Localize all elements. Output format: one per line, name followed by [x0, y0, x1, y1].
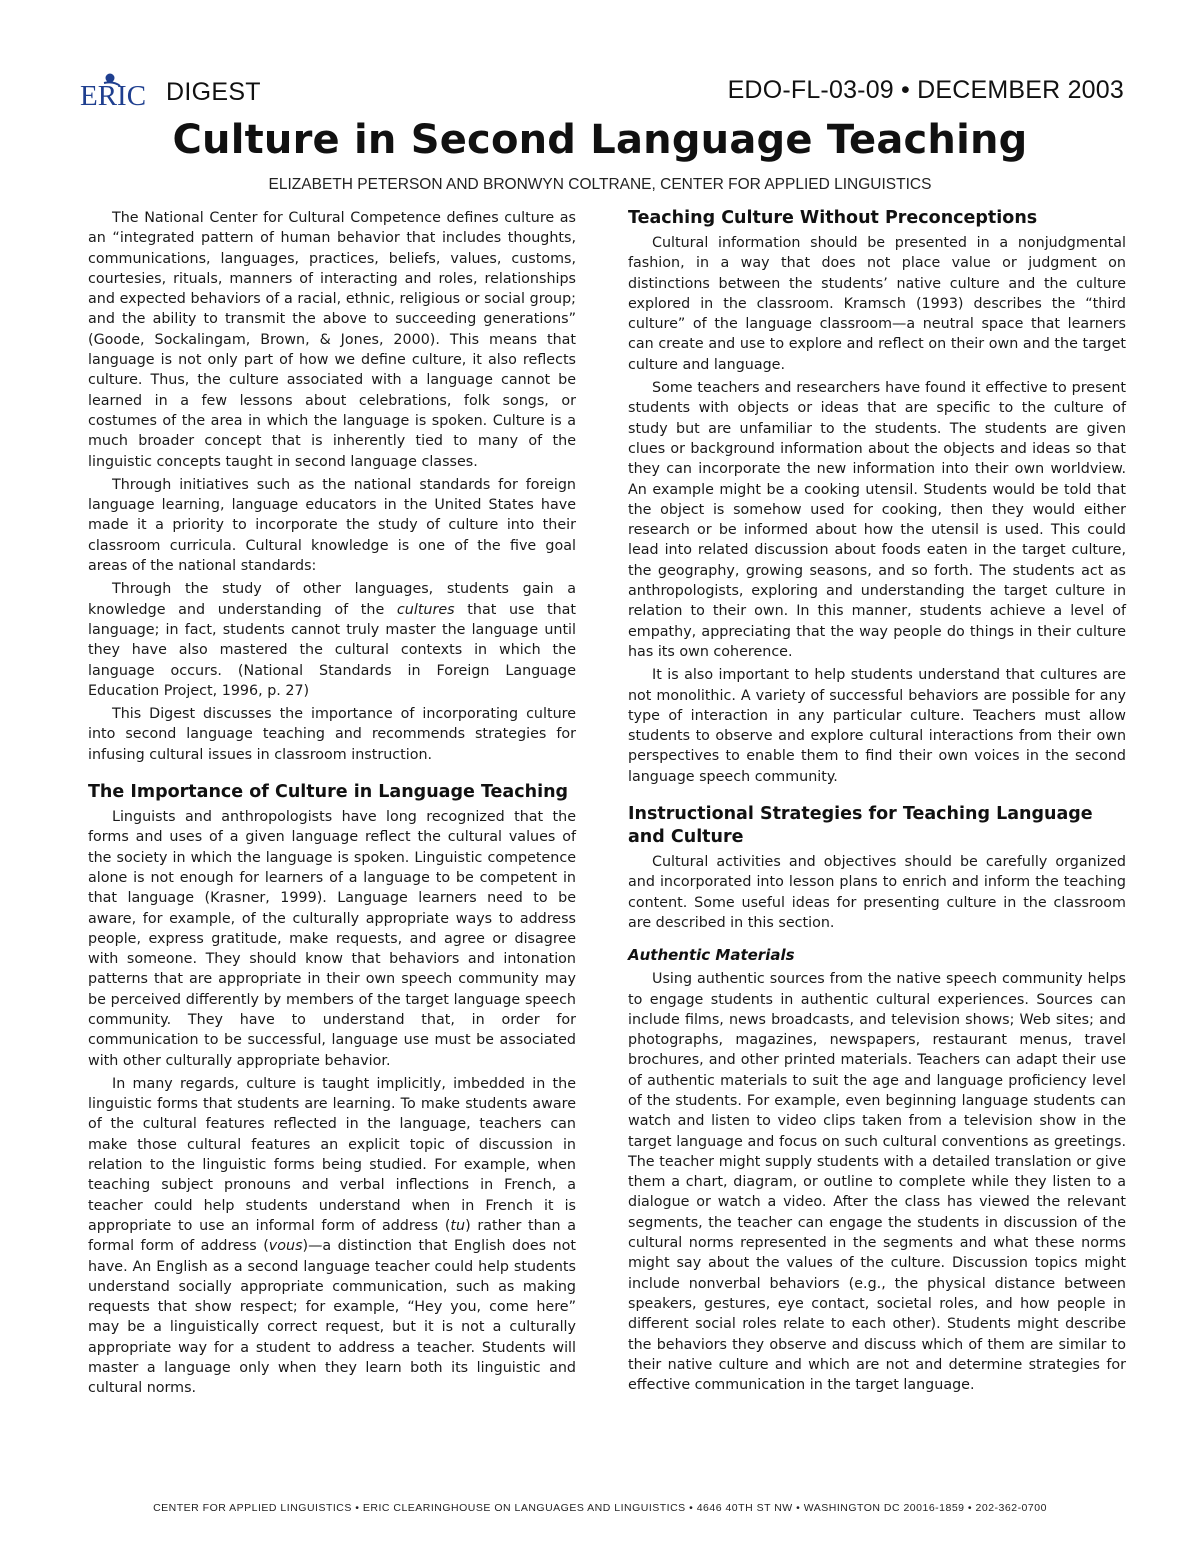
- left-column: [88, 208, 576, 1402]
- authors-line: ELIZABETH PETERSON AND BRONWYN COLTRANE, CENTER FOR APPLIED LINGUISTICS: [268, 176, 932, 193]
- document-id-date: EDO-FL-03-09 • DECEMBER 2003: [727, 76, 1124, 104]
- importance-p2-part-b: ) rather than a formal form of address (: [88, 1217, 577, 1255]
- strategies-paragraph-1: Cultural activities and objectives should be carefully organized and incorporated into lesson plans to enrich and inform the teaching content. Some useful ideas for presenting culture in the classroom are described in this section.: [628, 854, 1126, 931]
- quote-emphasis: cultures: [396, 601, 455, 618]
- term-tu: tu: [450, 1217, 466, 1234]
- footer-address: CENTER FOR APPLIED LINGUISTICS • ERIC CLEARINGHOUSE ON LANGUAGES AND LINGUISTICS • 4646 40TH ST NW • WASHINGTON DC 20016-1859 • 202-362-0700: [153, 1502, 1047, 1514]
- subheading-authentic-materials: Authentic Materials: [628, 946, 795, 965]
- preconceptions-paragraph-3: It is also important to help students understand that cultures are not monolithic. A variety of successful behaviors are possible for any type of interaction in any particular culture. Teachers must allow students to observe and explore cultural interactions from their own perspectives to enable them to find their own voices in the second language speech community.: [628, 667, 1126, 785]
- standards-quote: [88, 579, 576, 701]
- heading-importance: The Importance of Culture in Language Teaching: [88, 782, 569, 803]
- eric-logo-mark: [80, 72, 164, 112]
- intro-paragraph-2: Through initiatives such as the national standards for foreign language learning, language educators in the United States have made it a priority to incorporate the study of culture into their classroom curricula. Cultural knowledge is one of the five goal areas of the national standards:: [88, 476, 576, 575]
- quote-part-b: that use that language; in fact, students cannot truly master the language until they have also mastered the cultural contexts in which the language occurs. (National Standards in Foreign Language Education Project, 1996, p. 27): [88, 601, 576, 699]
- intro-paragraph-1: The National Center for Cultural Competence defines culture as an “integrated pattern of human behavior that includes thoughts, communications, languages, practices, beliefs, values, customs, courtesies, rituals, manners of interacting and roles, relationships and expected behaviors of a racial, ethnic, religious or social group; and the ability to transmit the above to succeeding generations” (Goode, Sockalingam, Brown, & Jones, 2000). This means that language is not only part of how we define culture, it also reflects culture. Thus, the culture associated with a language cannot be learned in a few lessons about celebrations, folk songs, or costumes of the area in which the language is spoken. Culture is a much broader concept that is inherently tied to many of the linguistic concepts taught in second language classes.: [88, 210, 576, 470]
- digest-label: DIGEST: [166, 78, 261, 106]
- standards-quote-text: [88, 579, 576, 701]
- quote-part-a: Through the study of other languages, students gain a knowledge and understanding of the: [88, 581, 576, 618]
- authentic-materials-paragraph: Using authentic sources from the native speech community helps to engage students in authentic cultural experiences. Sources can include films, news broadcasts, and television shows; Web sites; and photographs, magazines, newspapers, restaurant menus, travel brochures, and other printed materials. Teachers can adapt their use of authentic materials to suit the age and language proficiency level of the students. For example, even beginning language students can watch and listen to video clips taken from a television show in the target language and focus on such cultural conventions as greetings. The teacher might supply students with a detailed translation or give them a chart, diagram, or outline to complete while they listen to a dialogue or watch a video. After the class has viewed the relevant segments, the teacher can engage the students in discussion of the cultural norms represented in the segments and what these norms might say about the values of the culture. Discussion topics might include nonverbal behaviors (e.g., the physical distance between speakers, gestures, eye contact, societal roles, and how people in different social roles relate to each other). Students might describe the behaviors they observe and discuss which of them are similar to their native culture and which are not and determine strategies for effective communication in the target language.: [628, 971, 1126, 1394]
- eric-logo: [80, 72, 261, 112]
- page-title: Culture in Second Language Teaching: [172, 117, 1028, 163]
- intro-paragraph-3: This Digest discusses the importance of incorporating culture into second language teaching and recommends strategies for infusing cultural issues in classroom instruction.: [88, 706, 576, 763]
- preconceptions-paragraph-2: Some teachers and researchers have found it effective to present students with objects or ideas that are specific to the culture of study but are unfamiliar to the students. The students are given clues or background information about the objects and ideas so that they can incorporate the new information into their own worldview. An example might be a cooking utensil. Students would be told that the object is somehow used for cooking, then they would either research or be informed about how the utensil is used. This could lead into related discussion about foods eaten in the target culture, the geography, growing seasons, and so forth. The students act as anthropologists, exploring and understanding the target culture in relation to their own. In this manner, students achieve a level of empathy, appreciating that the way people do things in their culture has its own coherence.: [628, 380, 1126, 660]
- importance-paragraph-2: [88, 1074, 576, 1399]
- term-vous: vous: [268, 1238, 303, 1255]
- heading-strategies: Instructional Strategies for Teaching Language and Culture: [628, 804, 1093, 848]
- svg-text:ERIC: ERIC: [80, 80, 147, 112]
- masthead: [80, 70, 1124, 114]
- importance-paragraph-1: Linguists and anthropologists have long recognized that the forms and uses of a given language reflect the cultural values of the society in which the language is spoken. Linguistic competence alone is not enough for learners of a language to be competent in that language (Krasner, 1999). Language learners need to be aware, for example, of the culturally appropriate ways to address people, express gratitude, make requests, and agree or disagree with someone. They should know that behaviors and intonation patterns that are appropriate in their own speech community may be perceived differently by members of the target language speech community. They have to understand that, in order for communication to be successful, language use must be associated with other culturally appropriate behavior.: [88, 809, 576, 1069]
- heading-preconceptions: Teaching Culture Without Preconceptions: [628, 208, 1038, 228]
- right-column: [628, 207, 1126, 1398]
- preconceptions-paragraph-1: Cultural information should be presented in a nonjudgmental fashion, in a way that does not place value or judgment on distinctions between the students’ native culture and the culture explored in the classroom. Kramsch (1993) describes the “third culture” of the language classroom—a neutral space that learners can create and use to explore and reflect on their own and the target culture and language.: [628, 235, 1126, 373]
- importance-p2-part-a: In many regards, culture is taught implicitly, imbedded in the linguistic forms that students are learning. To make students aware of the cultural features reflected in the language, teachers can make those cultural features an explicit topic of discussion in relation to the linguistic forms being studied. For example, when teaching subject pronouns and verbal inflections in French, a teacher could help students understand when in French it is appropriate to use an informal form of address (: [88, 1075, 576, 1234]
- importance-p2-part-c: )—a distinction that English does not have. An English as a second language teacher could help students understand socially appropriate communication, such as making requests that show respect; for example, “Hey you, come here” may be a linguistically correct request, but it is not a culturally appropriate way for a student to address a teacher. Students will master a language only when they learn both its linguistic and cultural norms.: [88, 1238, 576, 1397]
